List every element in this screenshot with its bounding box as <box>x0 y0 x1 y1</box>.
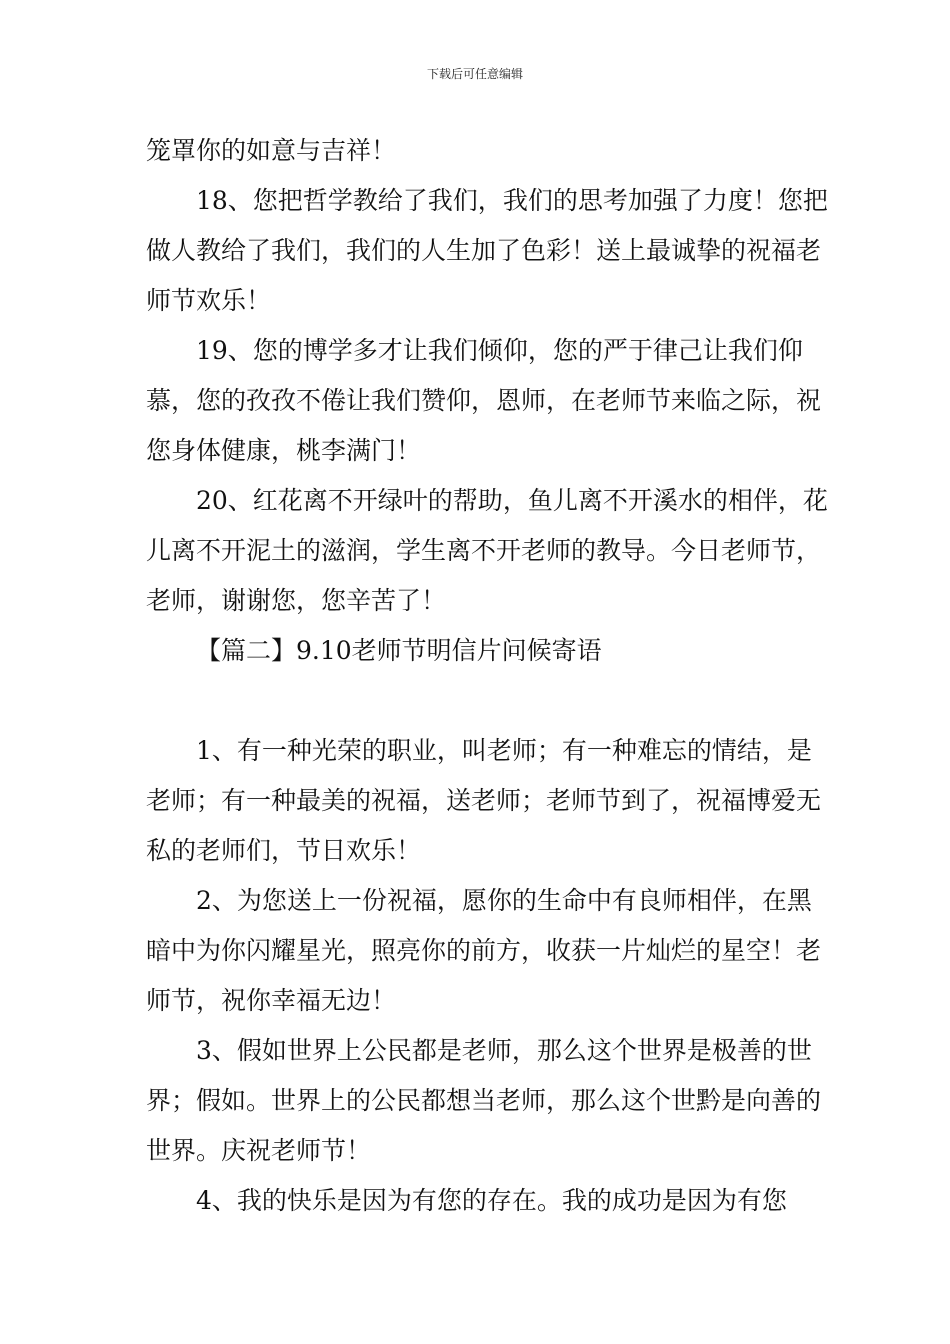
paragraph-item-4: 4、我的快乐是因为有您的存在。我的成功是因为有您 <box>196 1186 787 1215</box>
paragraph-item-3: 3、假如世界上公民都是老师，那么这个世界是极善的世界；假如。世界上的公民都想当老师，那么这个世黔是向善的世界。庆祝老师节！ <box>146 1036 822 1165</box>
paragraph-item-19: 19、您的博学多才让我们倾仰，您的严于律己让我们仰慕，您的孜孜不倦让我们赞仰，恩师，在老师节来临之际，祝您身体健康，桃李满门！ <box>146 336 822 465</box>
paragraph-item-1: 1、有一种光荣的职业，叫老师；有一种难忘的情结，是老师；有一种最美的祝福，送老师；老师节到了，祝福博爱无私的老师们，节日欢乐！ <box>146 736 822 865</box>
document-body <box>146 126 836 1226</box>
page-header: 下载后可任意编辑 <box>426 67 523 81</box>
paragraph-item-18: 18、您把哲学教给了我们，我们的思考加强了力度！您把做人教给了我们，我们的人生加了色彩！送上最诚挚的祝福老师节欢乐！ <box>146 186 828 315</box>
paragraph-continuation: 笼罩你的如意与吉祥！ <box>146 136 397 165</box>
paragraph-item-20: 20、红花离不开绿叶的帮助，鱼儿离不开溪水的相伴，花儿离不开泥土的滋润，学生离不开老师的教导。今日老师节，老师，谢谢您，您辛苦了！ <box>146 486 828 615</box>
section-heading: 【篇二】9.10老师节明信片问候寄语 <box>196 636 602 665</box>
paragraph-item-2: 2、为您送上一份祝福，愿你的生命中有良师相伴，在黑暗中为你闪耀星光，照亮你的前方，收获一片灿烂的星空！老师节，祝你幸福无边！ <box>146 886 822 1015</box>
section-spacer <box>146 676 836 726</box>
